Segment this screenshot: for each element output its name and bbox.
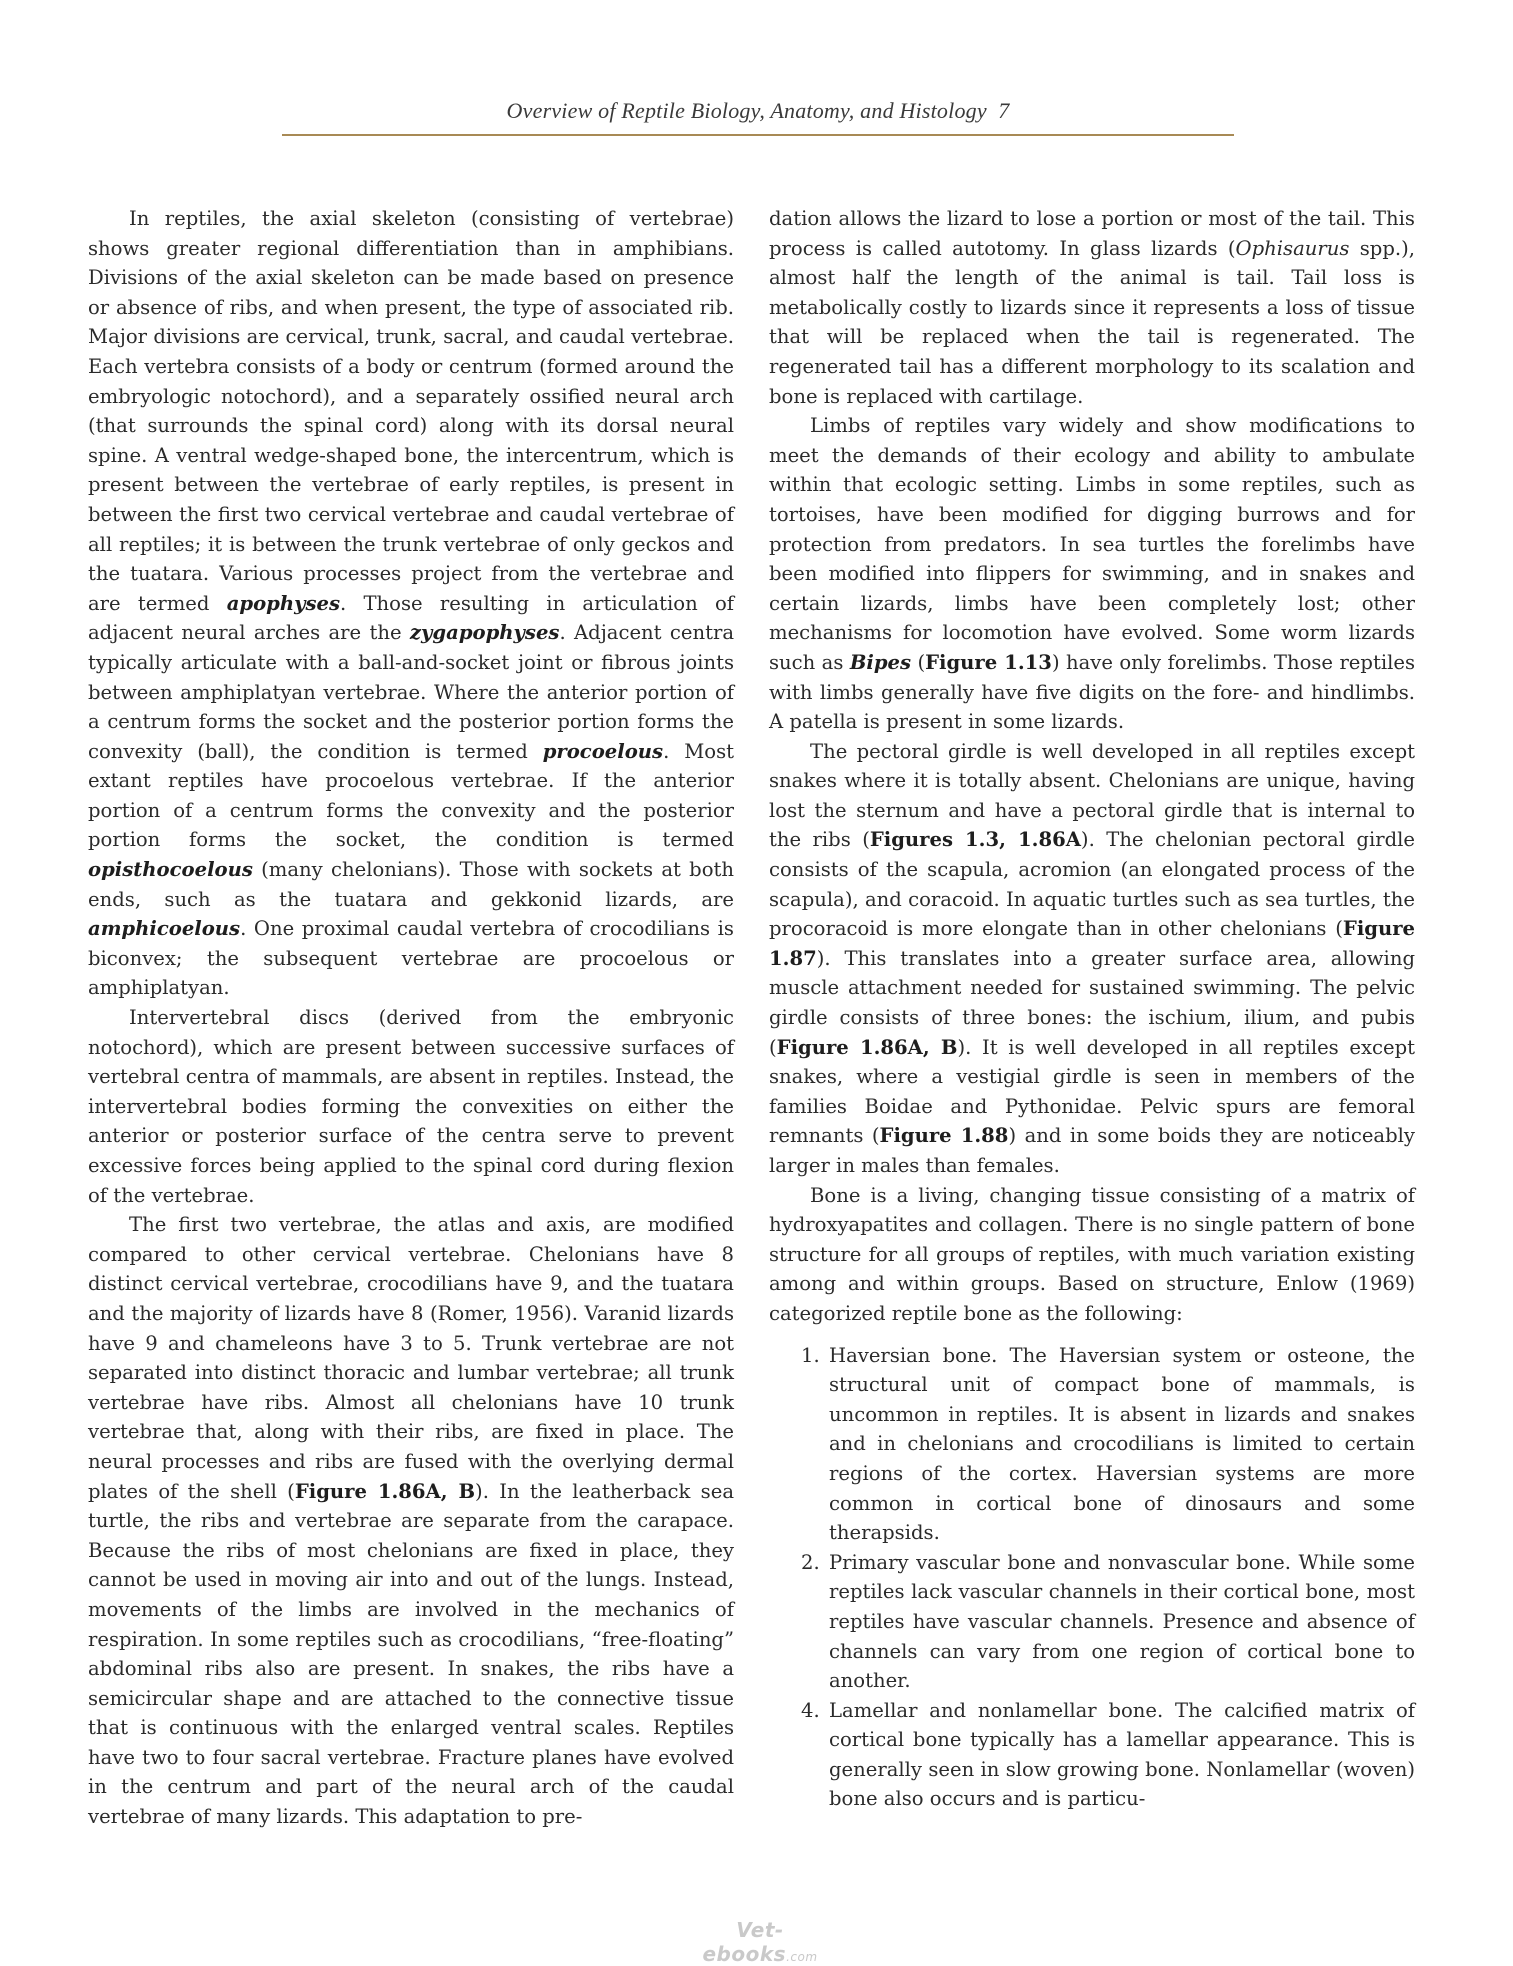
term-zygapophyses: zygapophyses xyxy=(409,621,560,645)
paragraph-axial-skeleton: In reptiles, the axial skeleton (consisting of vertebrae) shows greater regional differentiation than in amphibians. Divisions of the axial skeleton can be made based on presence or absence of ribs, and when present, the type of associated rib. Major divisions are cervical, trunk, sacral, and caudal vertebrae. Each vertebra consists of a body or centrum (formed around the embryologic notochord), and a separately ossified neural arch (that surrounds the spinal cord) along with its dorsal neural spine. A ventral wedge-shaped bone, the intercentrum, which is present between the vertebrae of early reptiles, is present in between the first two cervical vertebrae and caudal vertebrae of all reptiles; it is between the trunk vertebrae of only geckos and the tuatara. Various processes project from the vertebrae and are termed apophyses. Those resulting in articulation of adjacent neural arches are the zygapophyses. Adjacent centra typically articulate with a ball-and-socket joint or fibrous joints between amphiplatyan vertebrae. Where the anterior portion of a centrum forms the socket and the posterior portion forms the convexity (ball), the condition is termed procoelous. Most extant reptiles have procoelous vertebrae. If the anterior portion of a centrum forms the convexity and the posterior portion forms the socket, the condition is termed opisthocoelous (many chelonians). Those with sockets at both ends, such as the tuatara and gekkonid lizards, are amphicoelous. One proximal caudal vertebra of crocodilians is biconvex; the subsequent vertebrae are procoelous or amphiplatyan. xyxy=(88,207,735,1000)
list-item xyxy=(769,1548,1415,1696)
figure-ref: Figure 1.88 xyxy=(879,1124,1009,1148)
paragraph-autotomy: dation allows the lizard to lose a portion or most of the tail. This process is called autotomy. In glass lizards (Ophisaurus spp.), almost half the length of the animal is tail. Tail loss is metabolically costly to lizards since it represents a loss of tissue that will be replaced when the tail is regenerated. The regenerated tail has a different morphology to its scalation and bone is replaced with cartilage. xyxy=(769,207,1415,408)
bone-type-list xyxy=(769,1341,1415,1815)
term-amphicoelous: amphicoelous xyxy=(88,917,241,941)
figure-ref: Figures 1.3, 1.86A xyxy=(869,828,1081,852)
watermark-logo: Vet-ebooks.com xyxy=(702,1918,818,1966)
paragraph-girdles: The pectoral girdle is well developed in all reptiles except snakes where it is totally absent. Chelonians are unique, having lost the sternum and have a pectoral girdle that is internal to the ribs (Figures 1.3, 1.86A). The chelonian pectoral girdle consists of the scapula, acromion (an elongated process of the scapula), and coracoid. In aquatic turtles such as sea turtles, the procoracoid is more elongate than in other chelonians (Figure 1.87). This translates into a greater surface area, allowing muscle attachment needed for sustained swimming. The pelvic girdle consists of three bones: the ischium, ilium, and pubis (Figure 1.86A, B). It is well developed in all reptiles except snakes, where a vestigial girdle is seen in members of the families Boidae and Pythonidae. Pelvic spurs are femoral remnants (Figure 1.88) and in some boids they are noticeably larger in males than females. xyxy=(769,739,1415,1177)
right-column xyxy=(769,204,1415,1814)
figure-ref: Figure 1.86A, B xyxy=(776,1035,958,1059)
paragraph-intervertebral-discs: Intervertebral discs (derived from the embryonic notochord), which are present between successive surfaces of vertebral centra of mammals, are absent in reptiles. Instead, the intervertebral bodies forming the convexities on either the anterior or posterior surface of the centra serve to prevent excessive forces being applied to the spinal cord during flexion of the vertebrae. xyxy=(88,1006,734,1207)
list-item-text: Primary vascular bone and nonvascular bone. While some reptiles lack vascular channels in their cortical bone, most reptiles have vascular channels. Presence and absence of channels can vary from one region of cortical bone to another. xyxy=(829,1550,1415,1693)
paragraph-limbs: Limbs of reptiles vary widely and show modifications to meet the demands of their ecology and ability to ambulate within that ecologic setting. Limbs in some reptiles, such as tortoises, have been modified for digging burrows and for protection from predators. In sea turtles the forelimbs have been modified into flippers for swimming, and in snakes and certain lizards, limbs have been completely lost; other mechanisms for locomotion have evolved. Some worm lizards such as Bipes (Figure 1.13) have only forelimbs. Those reptiles with limbs generally have five digits on the fore- and hindlimbs. A patella is present in some lizards. xyxy=(769,414,1416,734)
list-item xyxy=(769,1696,1415,1814)
left-column xyxy=(88,204,734,1832)
running-header xyxy=(282,98,1234,138)
list-item-number: 4. xyxy=(801,1698,820,1722)
list-item-number: 2. xyxy=(801,1550,820,1574)
term-opisthocoelous: opisthocoelous xyxy=(88,858,253,882)
list-item xyxy=(769,1341,1415,1548)
term-procoelous: procoelous xyxy=(542,739,664,763)
list-item-number: 1. xyxy=(801,1343,820,1367)
running-header-title: Overview of Reptile Biology, Anatomy, and Histology 7 xyxy=(506,98,1010,123)
paragraph-bone-tissue: Bone is a living, changing tissue consisting of a matrix of hydroxyapatites and collagen. There is no single pattern of bone structure for all groups of reptiles, with much variation existing among and within groups. Based on structure, Enlow (1969) categorized reptile bone as the following: xyxy=(769,1183,1415,1325)
term-apophyses: apophyses xyxy=(226,591,341,615)
list-item-text: Lamellar and nonlamellar bone. The calcified matrix of cortical bone typically has a lamellar appearance. This is generally seen in slow growing bone. Nonlamellar (woven) bone also occurs and is particu- xyxy=(829,1698,1415,1811)
figure-ref: Figure 1.13 xyxy=(925,650,1052,674)
figure-ref: Figure 1.86A, B xyxy=(294,1479,476,1503)
paragraph-atlas-axis: The first two vertebrae, the atlas and axis, are modified compared to other cervical vertebrae. Chelonians have 8 distinct cervical vertebrae, crocodilians have 9, and the tuatara and the majority of lizards have 8 (Romer, 1956). Varanid lizards have 9 and chameleons have 3 to 5. Trunk vertebrae are not separated into distinct thoracic and lumbar vertebrae; all trunk vertebrae have ribs. Almost all chelonians have 10 trunk vertebrae that, along with their ribs, are fixed in place. The neural processes and ribs are fused with the overlying dermal plates of the shell (Figure 1.86A, B). In the leatherback sea turtle, the ribs and vertebrae are separate from the carapace. Because the ribs of most chelonians are fixed in place, they cannot be used in moving air into and out of the lungs. Instead, movements of the limbs are involved in the mechanics of respiration. In some reptiles such as crocodilians, “free-floating” abdominal ribs also are present. In snakes, the ribs have a semicircular shape and are attached to the connective tissue that is continuous with the enlarged ventral scales. Reptiles have two to four sacral vertebrae. Fracture planes have evolved in the centrum and part of the neural arch of the caudal vertebrae of many lizards. This adaptation to pre- xyxy=(88,1213,735,1829)
list-item-text: Haversian bone. The Haversian system or osteone, the structural unit of compact bone of mammals, is uncommon in reptiles. It is absent in lizards and snakes and in chelonians and crocodilians is limited to certain regions of the cortex. Haversian systems are more common in cortical bone of dinosaurs and some therapsids. xyxy=(829,1343,1415,1545)
header-rule xyxy=(282,134,1234,136)
genus-ophisaurus: Ophisaurus xyxy=(1235,236,1350,260)
page-number: 7 xyxy=(998,98,1010,123)
genus-bipes: Bipes xyxy=(849,650,912,674)
figure-ref: Figure 1.87 xyxy=(769,917,1415,970)
